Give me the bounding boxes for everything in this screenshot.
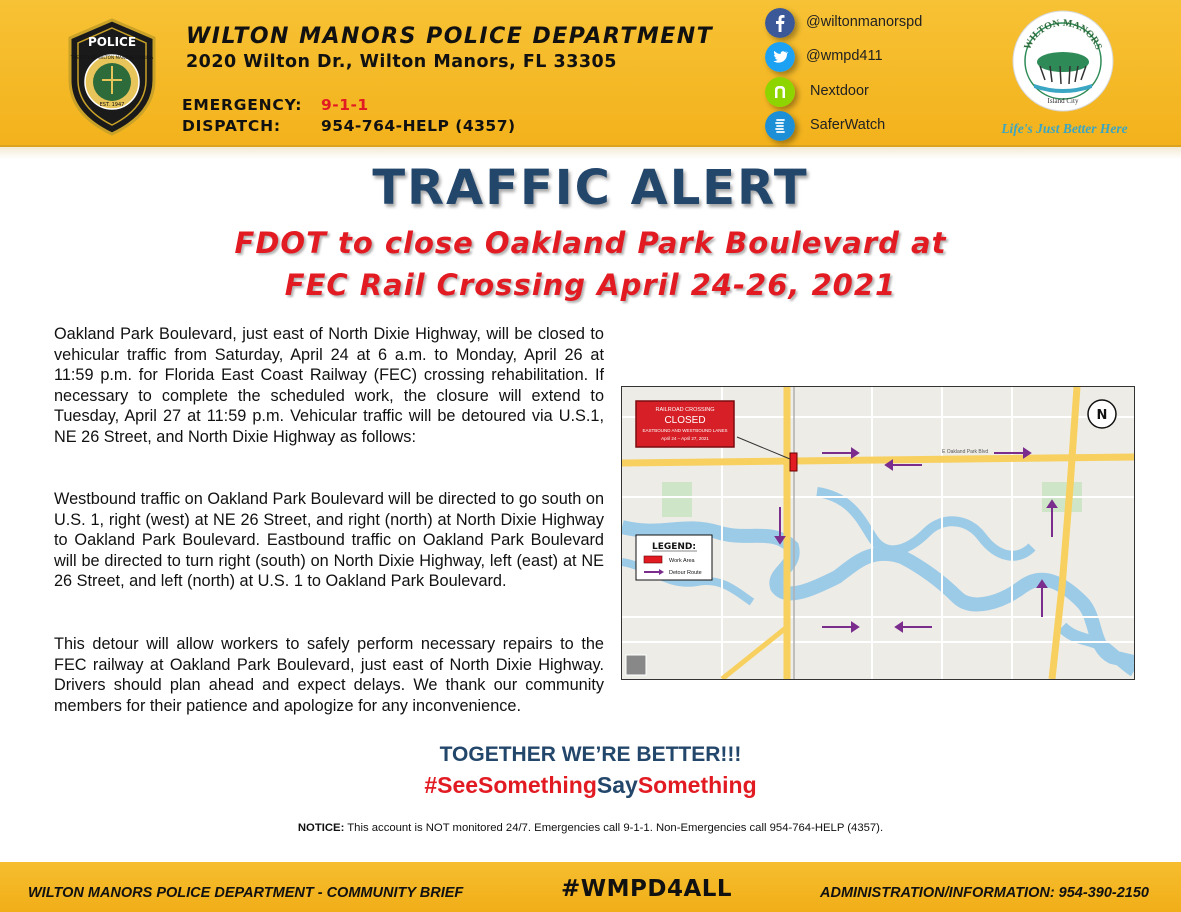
hashtag-part-something: Something [478,772,597,798]
legend-work-area: Work Area [669,558,695,564]
callout-line4: April 24 – April 27, 2021 [661,436,709,441]
social-nextdoor[interactable] [765,77,965,107]
notice-line [0,822,1181,834]
social-facebook[interactable] [765,8,965,38]
facebook-icon [765,8,795,38]
detour-map-graphic [622,387,1134,679]
alert-subtitle-line1: FDOT to close Oakland Park Boulevard at [234,226,947,260]
dispatch-number: 954-764-HELP (4357) [321,117,516,135]
city-seal-name: WILTON MANORS [1022,17,1104,52]
twitter-icon [765,42,795,72]
body-paragraph-detour: Westbound traffic on Oakland Park Boulevard will be directed to go south on U.S. 1, right (west) at NE 26 Street, and right (north) at North Dixie Highway to Oakland Park Boulevard. Eastbound traffic on Oakland Park Boulevard will be directed to turn right (south) on North Dixie Highway, left (east) at NE 26 Street, and left (north) at U.S. 1 to Oakland Park Boulevard. [54,490,604,591]
body-paragraph-closure: Oakland Park Boulevard, just east of North Dixie Highway, will be closed to vehicular traffic from Saturday, April 24 at 6 a.m. to Monday, April 26 at 11:59 p.m. for Florida East Coast Railway (FEC) crossing rehabilitation. If necessary to complete the scheduled work, the closure will extend to Tuesday, April 27 at 11:59 p.m. Vehicular traffic will be detoured via U.S.1, NE 26 Street, and North Dixie Highway as follows: [54,325,604,446]
dispatch-label: DISPATCH: [182,117,281,135]
police-badge-logo [64,18,160,136]
hashtag-part-something-2: Something [637,772,757,798]
emergency-label: EMERGENCY: [182,96,303,114]
hashtag-part-see: #See [424,772,479,798]
saferwatch-label[interactable]: SaferWatch [810,117,886,133]
body-paragraph-apology: This detour will allow workers to safely perform necessary repairs to the FEC railway at Oakland Park Boulevard, just east of North Dixie Highway. Drivers should plan ahead and expect delays. We thank our community members for their patience and apologize for any inconvenience. [54,635,604,715]
hashtag-part-say: Say [596,772,638,798]
footer-admin-phone: ADMINISTRATION/INFORMATION: 954-390-2150 [820,885,1149,901]
callout-line2: CLOSED [664,415,706,426]
map-layer-thumbnail [626,655,646,675]
city-seal-motto: Island City [1047,97,1079,105]
north-label: N [1096,408,1108,423]
alert-title: TRAFFIC ALERT [372,160,809,216]
callout-line1: RAILROAD CROSSING [655,407,715,413]
twitter-handle[interactable]: @wmpd411 [806,48,883,64]
together-slogan: TOGETHER WE’RE BETTER!!! [439,743,742,766]
see-something-hashtag [0,772,1181,799]
legend-work-swatch [644,556,662,563]
footer-banner [0,862,1181,912]
legend-title: LEGEND: [651,542,697,552]
social-twitter[interactable] [765,42,965,72]
footer-community-brief: WILTON MANORS POLICE DEPARTMENT - COMMUNITY BRIEF [28,885,464,901]
badge-est: EST. 1947 [99,102,125,108]
footer-hashtag: #WMPD4ALL [561,876,733,902]
department-address: 2020 Wilton Dr., Wilton Manors, FL 33305 [186,52,617,72]
nextdoor-label[interactable]: Nextdoor [810,83,869,99]
facebook-handle[interactable]: @wiltonmanorspd [806,14,923,30]
legend-detour: Detour Route [669,570,702,576]
saferwatch-icon [765,111,795,141]
header-shadow [0,145,1181,159]
city-seal-logo [1012,10,1114,112]
work-area-marker [790,453,797,471]
city-tagline: Life's Just Better Here [1001,121,1128,136]
callout-line3: EASTBOUND AND WESTBOUND LANES [642,428,728,433]
detour-map [621,386,1135,680]
emergency-number: 9-1-1 [321,96,369,114]
alert-subtitle-line2: FEC Rail Crossing April 24-26, 2021 [284,268,897,302]
department-name: WILTON MANORS POLICE DEPARTMENT [186,24,714,49]
nextdoor-icon [765,77,795,107]
social-saferwatch[interactable] [765,111,965,141]
map-road-label: E Oakland Park Blvd [942,449,989,455]
notice-label: NOTICE: [297,822,345,834]
notice-text: This account is NOT monitored 24/7. Emergencies call 9-1-1. Non-Emergencies call 954-764-HELP (4357). [344,822,884,834]
badge-ring-text: THE CITY OF WILTON MANORS FLORIDA [70,55,154,60]
badge-title: POLICE [87,35,137,49]
